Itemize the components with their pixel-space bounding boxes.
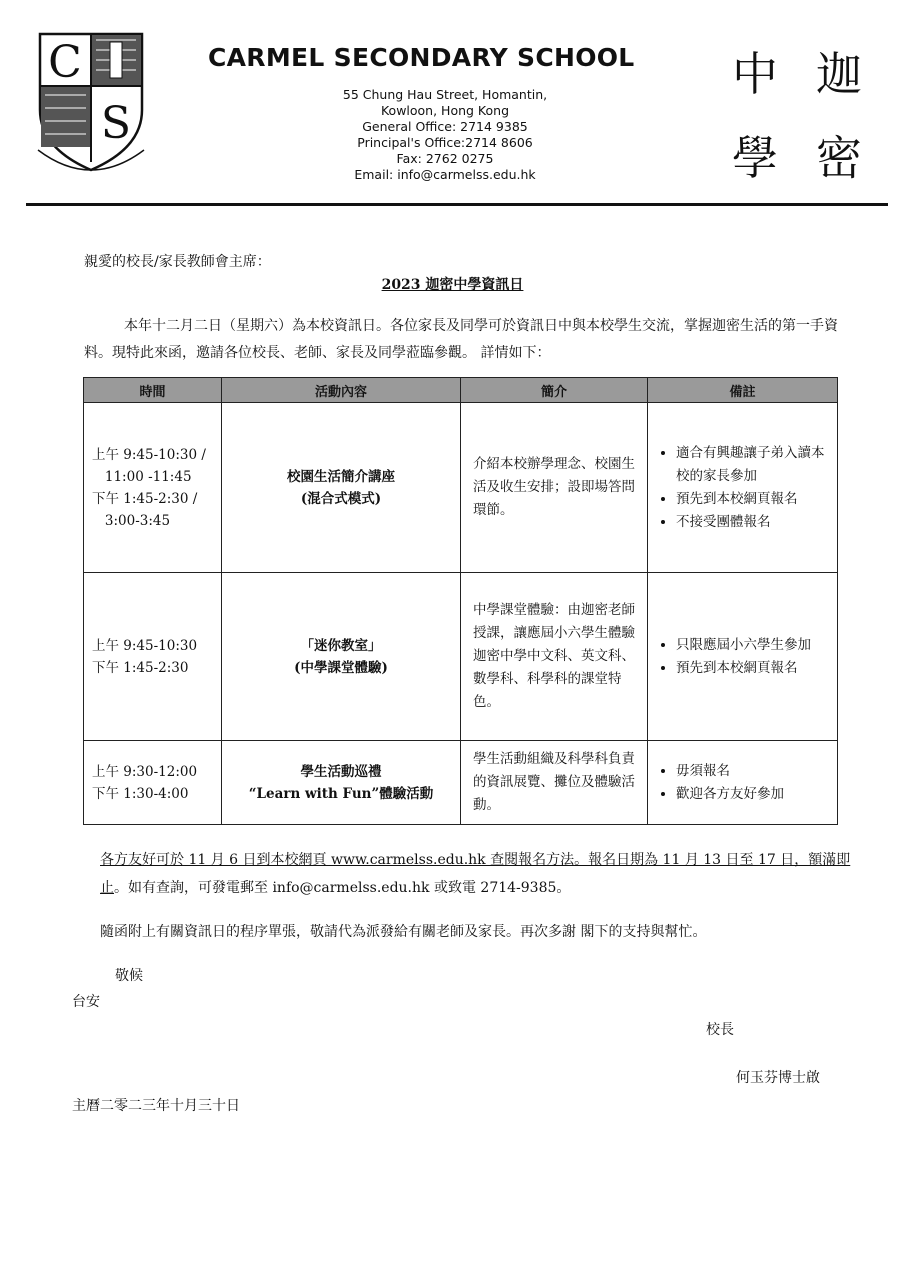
time-line: 上午 9:30-12:00 — [92, 763, 198, 780]
note-item: • 歡迎各方友好參加 — [676, 783, 829, 806]
note-item: • 毋須報名 — [676, 760, 829, 783]
address-line: 55 Chung Hau Street, Homantin, — [342, 87, 548, 102]
taian: 台安 — [72, 994, 100, 1010]
activity-cell — [222, 741, 461, 825]
time-cell — [84, 573, 222, 741]
regards: 敬候 — [115, 968, 143, 984]
schedule-table — [83, 377, 838, 825]
fax-number: Fax: 2762 0275 — [396, 151, 494, 166]
time-line: 3:00-3:45 — [92, 512, 171, 529]
email-address: Email: info@carmelss.edu.hk — [354, 167, 536, 182]
enquiry-details: 。如有查詢，可發電郵至 info@carmelss.edu.hk 或致電 2714-9385。 — [114, 880, 571, 896]
activity-subtitle: “Learn with Fun”體驗活動 — [248, 785, 434, 802]
activity-name: 學生活動巡禮 — [300, 763, 382, 780]
note-item: • 只限應屆小六學生參加 — [676, 634, 829, 657]
header-intro: 簡介 — [461, 378, 648, 403]
time-line: 下午 1:45-2:30 — [92, 659, 189, 676]
registration-details: 各方友好可於 11 月 6 日到本校網頁 www.carmelss.edu.hk 查閱報名方法。報名日期為 11 月 13 日至 17 日，額滿即止 — [100, 852, 851, 896]
notes-cell — [648, 741, 838, 825]
principal-office-phone: Principal's Office:2714 8606 — [357, 135, 533, 150]
header-notes: 備註 — [648, 378, 838, 403]
notes-cell — [648, 573, 838, 741]
note-item: • 適合有興趣讓子弟入讀本校的家長參加 — [676, 442, 829, 488]
registration-paragraph — [100, 846, 860, 902]
intro-cell: 學生活動組織及科學科負責的資訊展覽、攤位及體驗活動。 — [461, 741, 648, 825]
note-item: • 預先到本校網頁報名 — [676, 657, 829, 680]
crest-letter-s: S — [100, 98, 132, 149]
activity-name: 校園生活簡介講座 — [287, 468, 395, 485]
intro-cell: 介紹本校辦學理念、校園生活及收生安排；設即場答問環節。 — [461, 403, 648, 573]
chinese-name-char: 中 — [732, 47, 778, 101]
address-line: Kowloon, Hong Kong — [380, 103, 510, 118]
school-name: CARMEL SECONDARY SCHOOL — [208, 43, 635, 72]
table-header-row — [84, 378, 838, 403]
letter-date: 主曆二零二三年十月三十日 — [72, 1098, 240, 1114]
table-row — [84, 403, 838, 573]
chinese-name-char: 迦 — [816, 47, 862, 101]
school-crest-logo — [36, 30, 146, 180]
header-divider — [26, 203, 888, 206]
activity-name: 「迷你教室」 — [300, 637, 382, 654]
salutation: 親愛的校長/家長教師會主席： — [84, 254, 271, 270]
school-address — [300, 87, 590, 183]
notes-cell — [648, 403, 838, 573]
time-line: 下午 1:45-2:30 / — [92, 490, 198, 507]
time-line: 11:00 -11:45 — [92, 468, 192, 485]
closing-paragraph: 隨函附上有關資訊日的程序單張，敬請代為派發給有關老師及家長。再次多謝 閣下的支持與幫忙。 — [100, 924, 707, 940]
note-item: • 不接受團體報名 — [676, 511, 829, 534]
chinese-name-char: 學 — [732, 131, 778, 185]
time-cell — [84, 403, 222, 573]
general-office-phone: General Office: 2714 9385 — [362, 119, 528, 134]
header-activity: 活動內容 — [222, 378, 461, 403]
table-row — [84, 741, 838, 825]
activity-subtitle: (混合式模式) — [300, 490, 382, 507]
signature: 何玉芬博士啟 — [736, 1070, 820, 1086]
intro-cell: 中學課堂體驗：由迦密老師授課，讓應屆小六學生體驗迦密中學中文科、英文科、數學科、科學科的課堂特色。 — [461, 573, 648, 741]
time-cell — [84, 741, 222, 825]
time-line: 上午 9:45-10:30 / — [92, 446, 206, 463]
header-time: 時間 — [84, 378, 222, 403]
intro-paragraph: 本年十二月二日（星期六）為本校資訊日。各位家長及同學可於資訊日中與本校學生交流，掌握迦密生活的第一手資料。現特此來函，邀請各位校長、老師、家長及同學蒞臨參觀。 詳情如下： — [84, 318, 838, 361]
time-line: 上午 9:45-10:30 — [92, 637, 198, 654]
letter-title: 2023 迦密中學資訊日 — [381, 277, 524, 293]
crest-letter-c: C — [48, 37, 82, 88]
table-row — [84, 573, 838, 741]
chinese-name-char: 密 — [816, 131, 862, 185]
chinese-school-name — [728, 30, 878, 185]
principal-title: 校長 — [706, 1022, 734, 1038]
time-line: 下午 1:30-4:00 — [92, 785, 189, 802]
activity-subtitle: (中學課堂體驗) — [294, 659, 388, 676]
activity-cell — [222, 573, 461, 741]
activity-cell — [222, 403, 461, 573]
note-item: • 預先到本校網頁報名 — [676, 488, 829, 511]
